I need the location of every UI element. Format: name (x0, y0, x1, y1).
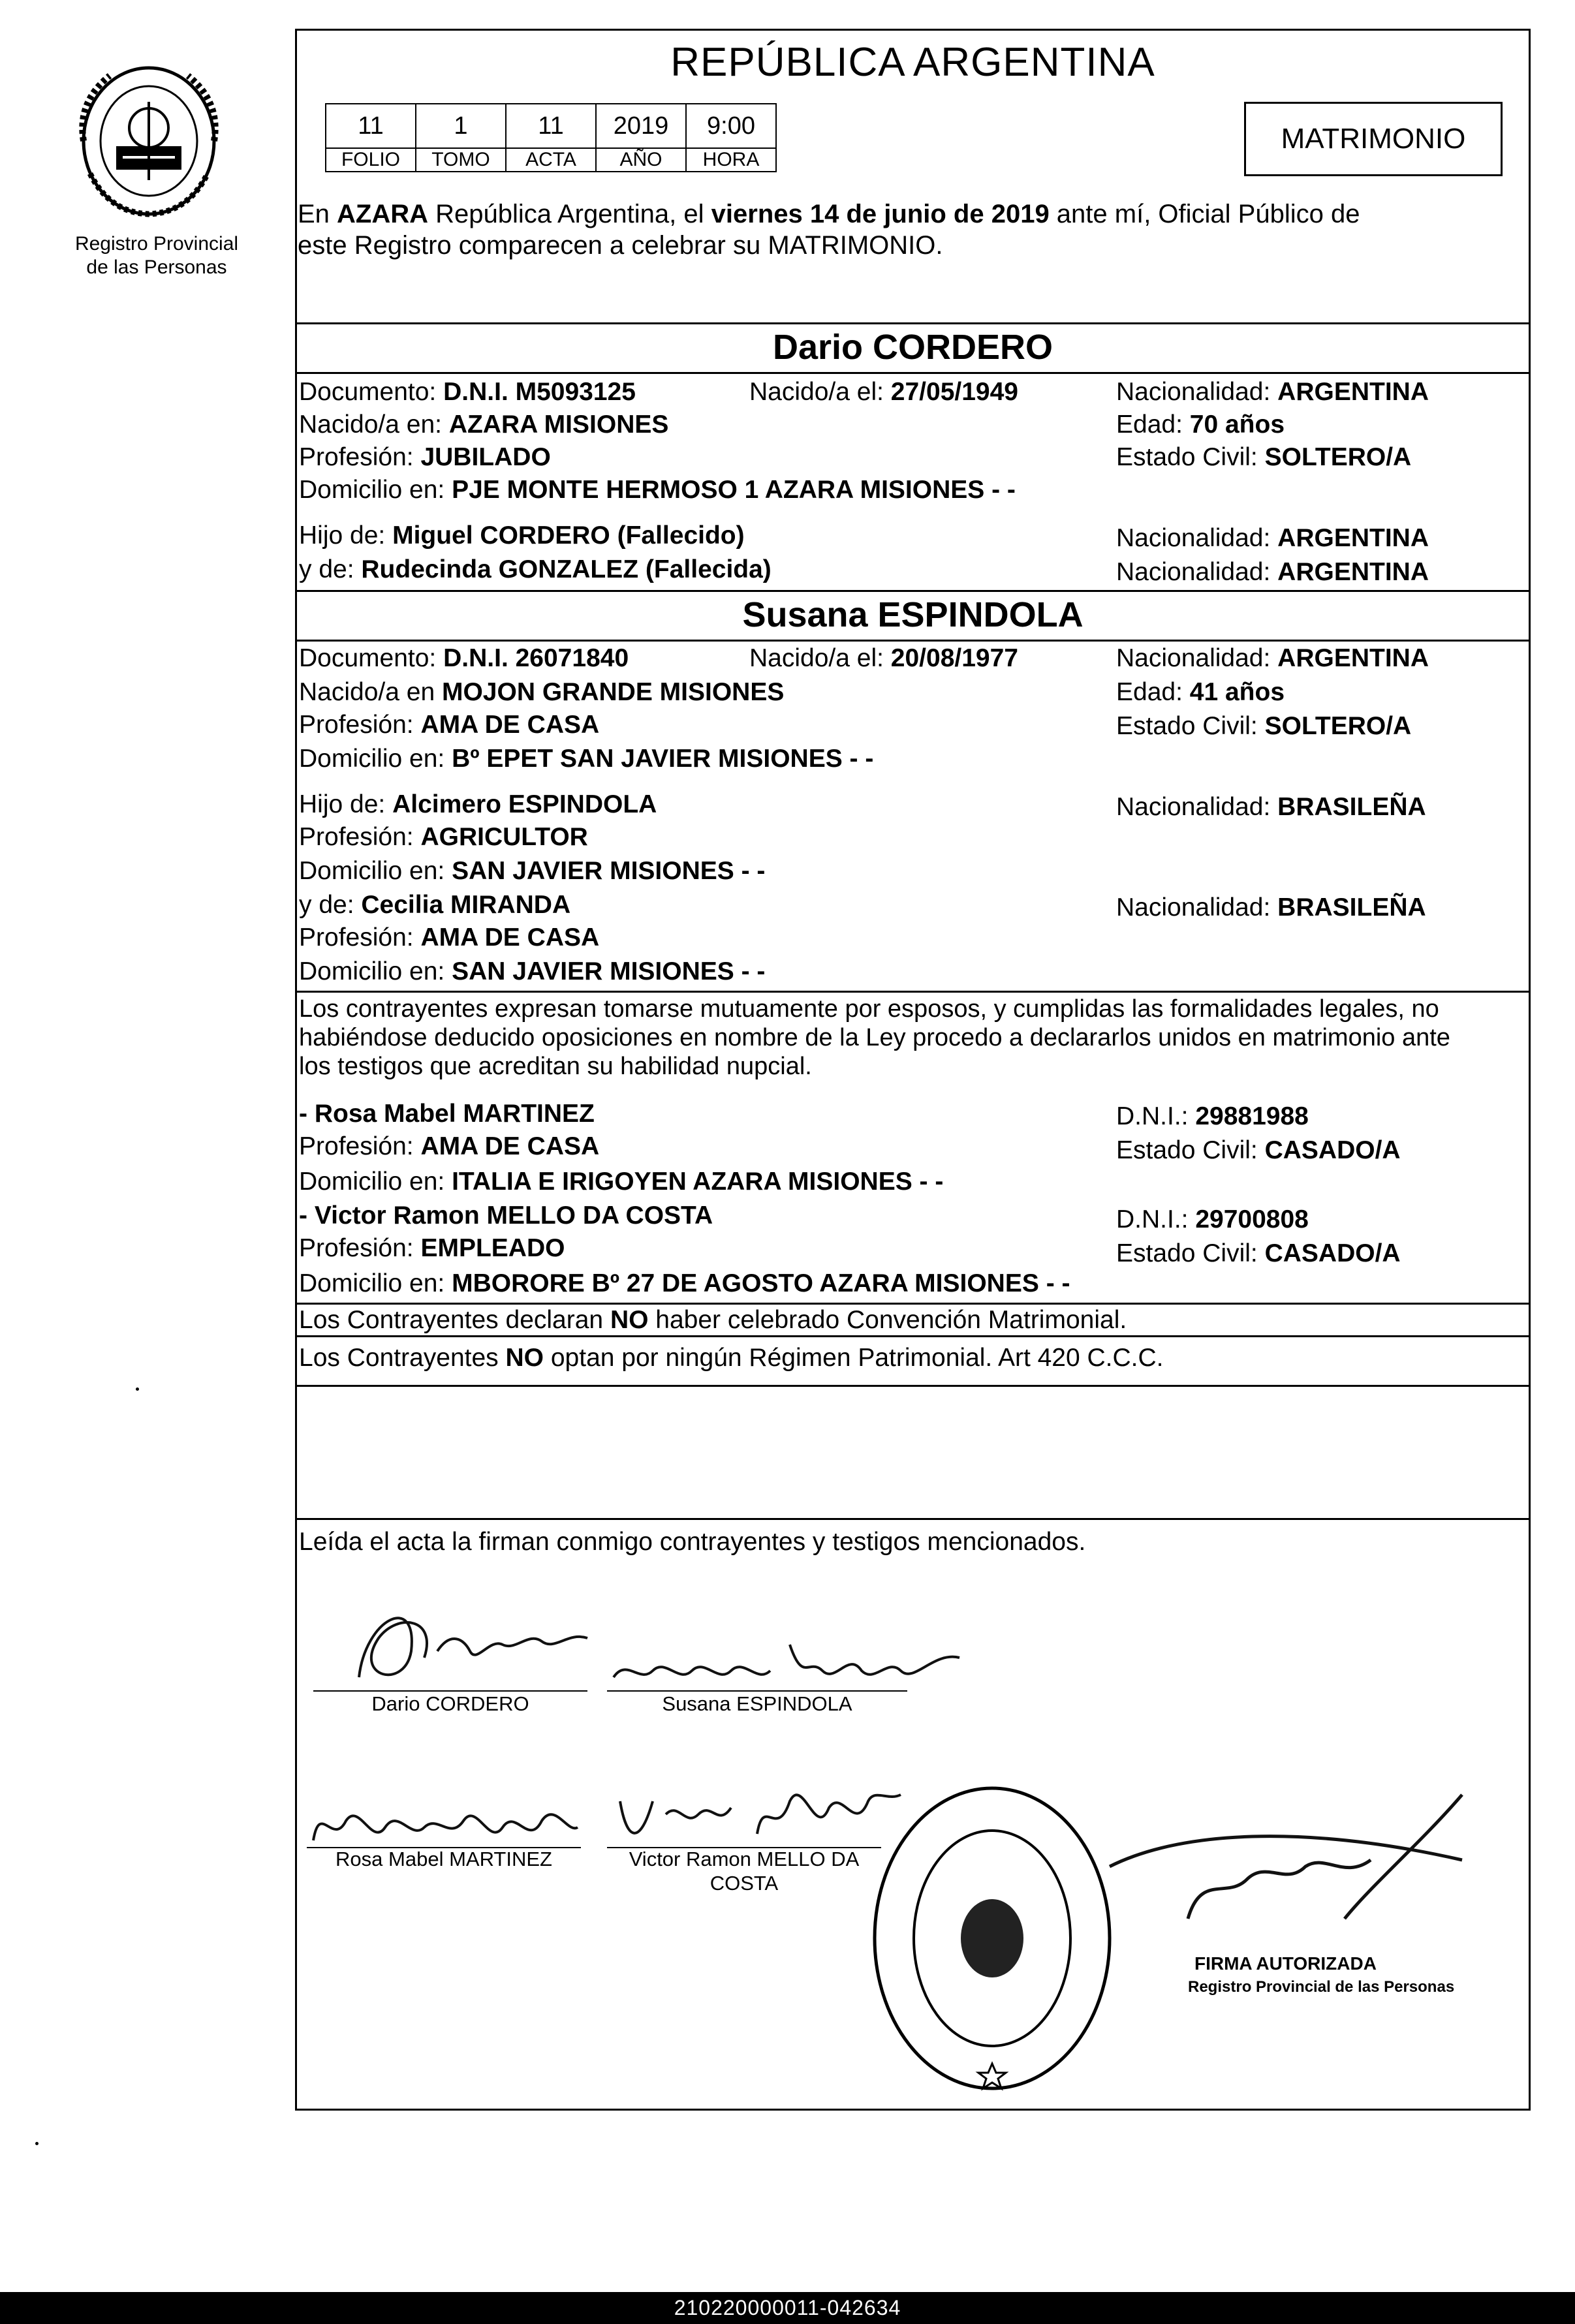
divider (295, 372, 1531, 374)
label: Nacido/a en (299, 678, 442, 706)
witness1-name (299, 1099, 595, 1129)
intro-paragraph (298, 198, 1528, 261)
value: JUBILADO (420, 443, 551, 471)
registry-name-line1: Registro Provincial (74, 233, 239, 255)
spouse1-profession (299, 442, 551, 473)
value: Alcimero ESPINDOLA (392, 790, 657, 818)
label: Domicilio en: (299, 745, 452, 773)
spouse2-father-address (299, 856, 765, 886)
value: ARGENTINA (1277, 378, 1429, 406)
emphasis: NO (505, 1344, 544, 1372)
value: PJE MONTE HERMOSO 1 AZARA MISIONES - - (452, 476, 1016, 504)
label: Nacionalidad: (1116, 893, 1278, 922)
witness2-dni (1116, 1205, 1309, 1235)
value: AMA DE CASA (420, 711, 600, 739)
spouse2-profession (299, 710, 599, 740)
witness2-civil-status (1116, 1239, 1401, 1269)
scan-dot (136, 1387, 139, 1391)
label: Nacionalidad: (1116, 378, 1278, 406)
hora-value: 9:00 (686, 104, 776, 148)
value: 70 años (1189, 411, 1285, 439)
tomo-value: 1 (416, 104, 506, 148)
label: Profesión: (299, 443, 421, 471)
intro-text-2: República Argentina, el (428, 200, 711, 228)
value: AMA DE CASA (420, 923, 600, 952)
label: y de: (299, 555, 362, 583)
page-title: REPÚBLICA ARGENTINA (670, 40, 1155, 85)
emphasis: NO (610, 1306, 649, 1334)
spouse2-father (299, 790, 657, 820)
label: Estado Civil: (1116, 443, 1265, 471)
spouse1-document (299, 377, 636, 407)
value: EMPLEADO (420, 1234, 565, 1262)
value: Bº EPET SAN JAVIER MISIONES - - (452, 745, 874, 773)
value: 41 años (1189, 678, 1285, 706)
divider (295, 1303, 1531, 1305)
value: 29881988 (1195, 1102, 1309, 1130)
spouse1-birthplace (299, 410, 668, 440)
value: 29700808 (1195, 1205, 1309, 1233)
divider (295, 991, 1531, 993)
value: ARGENTINA (1277, 558, 1429, 586)
folio-value: 11 (326, 104, 416, 148)
value: ARGENTINA (1277, 524, 1429, 552)
bullet: - (299, 1201, 315, 1230)
spouse2-nationality (1116, 643, 1429, 674)
divider (295, 590, 1531, 592)
province-seal-icon (70, 63, 227, 219)
label: y de: (299, 891, 362, 919)
registry-reference-table (325, 103, 777, 172)
divider (295, 640, 1531, 642)
spouse1-mother (299, 555, 772, 585)
value: CASADO/A (1264, 1136, 1401, 1164)
handwritten-signature-icon (339, 1579, 614, 1697)
spouse2-civil-status (1116, 711, 1411, 741)
spouse2-father-profession (299, 822, 588, 852)
spouse2-age (1116, 677, 1285, 707)
value: AGRICULTOR (420, 823, 588, 851)
declaration-line-2: habiéndose deducido oposiciones en nombre de la Ley procedo a declararlos unidos en matrimonio ante (299, 1024, 1450, 1051)
label: Hijo de: (299, 790, 393, 818)
label: Edad: (1116, 411, 1190, 439)
intro-date: viernes 14 de junio de 2019 (711, 200, 1050, 228)
label: Estado Civil: (1116, 1239, 1265, 1267)
spouse2-address (299, 744, 873, 774)
spouse2-mother-nationality (1116, 893, 1426, 923)
value: 27/05/1949 (890, 378, 1018, 406)
divider (295, 1335, 1531, 1337)
declaration-line-3: los testigos que acreditan su habilidad nupcial. (299, 1053, 812, 1080)
acta-label: ACTA (506, 148, 596, 172)
label: Profesión: (299, 1132, 421, 1160)
signature-caption-2: Susana ESPINDOLA (662, 1692, 852, 1715)
value: BRASILEÑA (1277, 793, 1426, 821)
closing-statement: Leída el acta la firman conmigo contrayentes y testigos mencionados. (299, 1528, 1086, 1556)
value: SOLTERO/A (1264, 712, 1412, 740)
value: D.N.I. 26071840 (443, 644, 629, 672)
value: MOJON GRANDE MISIONES (441, 678, 785, 706)
signature-caption-4-line-2: COSTA (710, 1872, 779, 1895)
spouse1-address (299, 475, 1016, 505)
signature-caption-1: Dario CORDERO (371, 1692, 529, 1715)
value: Victor Ramon MELLO DA COSTA (314, 1201, 713, 1230)
intro-text-1: En (298, 200, 337, 228)
label: Profesión: (299, 923, 421, 952)
signature-dario-cordero (339, 1579, 614, 1697)
value: Miguel CORDERO (Fallecido) (392, 521, 745, 550)
spouse2-father-nationality (1116, 792, 1426, 822)
document-type-box: MATRIMONIO (1244, 102, 1503, 176)
acta-value: 11 (506, 104, 596, 148)
declaration-line-1: Los contrayentes expresan tomarse mutuamente por esposos, y cumplidas las formalidades legales, no (299, 995, 1439, 1023)
label: Domicilio en: (299, 957, 452, 985)
registry-name (39, 232, 274, 279)
handwritten-signature-icon (607, 1632, 973, 1697)
value: AMA DE CASA (420, 1132, 600, 1160)
label: Nacionalidad: (1116, 524, 1278, 552)
label: Domicilio en: (299, 476, 452, 504)
tomo-label: TOMO (416, 148, 506, 172)
divider (295, 1385, 1531, 1387)
hora-label: HORA (686, 148, 776, 172)
label: D.N.I.: (1116, 1205, 1196, 1233)
official-stamp (868, 1782, 1116, 2095)
spouse2-mother-address (299, 957, 765, 987)
value: D.N.I. M5093125 (443, 378, 636, 406)
signature-susana-espindola (607, 1632, 973, 1697)
divider (295, 322, 1531, 324)
witness2-address (299, 1269, 1070, 1299)
signature-caption-4-line-1: Victor Ramon MELLO DA (629, 1848, 860, 1870)
witness1-profession (299, 1132, 599, 1162)
text: haber celebrado Convención Matrimonial. (648, 1306, 1127, 1334)
handwritten-signature-icon (607, 1762, 907, 1853)
label: Nacionalidad: (1116, 644, 1278, 672)
label: Documento: (299, 644, 444, 672)
label: Profesión: (299, 711, 421, 739)
label: Profesión: (299, 1234, 421, 1262)
spouse1-mother-nationality (1116, 557, 1429, 587)
spouse1-civil-status (1116, 442, 1411, 473)
label: Nacionalidad: (1116, 793, 1278, 821)
spouse2-mother (299, 890, 570, 920)
text: Los Contrayentes (299, 1344, 506, 1372)
spouse1-name: Dario CORDERO (772, 328, 1053, 367)
anio-value: 2019 (596, 104, 686, 148)
regime-line-2 (299, 1343, 1164, 1373)
text: Los Contrayentes declaran (299, 1306, 610, 1334)
signature-victor-mello-da-costa (607, 1762, 907, 1853)
regime-line-1 (299, 1305, 1127, 1335)
value: CASADO/A (1264, 1239, 1401, 1267)
value: SAN JAVIER MISIONES - - (452, 857, 766, 885)
label: Domicilio en: (299, 1269, 452, 1297)
witness2-profession (299, 1233, 565, 1263)
spouse1-father-nationality (1116, 523, 1429, 553)
intro-place: AZARA (337, 200, 429, 228)
spouse2-birthdate (749, 643, 1018, 674)
label: Edad: (1116, 678, 1190, 706)
label: D.N.I.: (1116, 1102, 1196, 1130)
value: MBORORE Bº 27 DE AGOSTO AZARA MISIONES - - (452, 1269, 1070, 1297)
value: 20/08/1977 (890, 644, 1018, 672)
witness2-name (299, 1201, 713, 1231)
spouse1-nationality (1116, 377, 1429, 407)
folio-label: FOLIO (326, 148, 416, 172)
registry-logo (70, 63, 227, 219)
spouse1-age (1116, 410, 1285, 440)
divider (295, 1518, 1531, 1520)
spouse2-birthplace (299, 677, 784, 707)
spouse2-name: Susana ESPINDOLA (742, 595, 1084, 634)
label: Documento: (299, 378, 444, 406)
intro-text-3: ante mí, Oficial Público de (1049, 200, 1360, 228)
signature-caption-4 (607, 1847, 881, 1895)
witness1-dni (1116, 1102, 1309, 1132)
label: Estado Civil: (1116, 712, 1265, 740)
label: Estado Civil: (1116, 1136, 1265, 1164)
scan-dot (35, 2142, 39, 2145)
value: Rudecinda GONZALEZ (Fallecida) (361, 555, 772, 583)
text: optan por ningún Régimen Patrimonial. Art 420 C.C.C. (544, 1344, 1164, 1372)
label: Hijo de: (299, 521, 393, 550)
officer-signature (1097, 1788, 1501, 1971)
label: Domicilio en: (299, 1168, 452, 1196)
bullet: - (299, 1100, 315, 1128)
value: SAN JAVIER MISIONES - - (452, 957, 766, 985)
barcode-footer: 210220000011-042634 (0, 2292, 1575, 2324)
value: AZARA MISIONES (448, 411, 669, 439)
intro-line-2: este Registro comparecen a celebrar su MATRIMONIO. (298, 231, 943, 260)
witness1-civil-status (1116, 1136, 1401, 1166)
spouse1-birthdate (749, 377, 1018, 407)
label: Nacionalidad: (1116, 558, 1278, 586)
declaration-paragraph (299, 995, 1450, 1081)
spouse1-father (299, 521, 745, 551)
value: BRASILEÑA (1277, 893, 1426, 922)
registry-name-line2: de las Personas (86, 256, 227, 278)
label: Profesión: (299, 823, 421, 851)
value: Cecilia MIRANDA (361, 891, 571, 919)
anio-label: AÑO (596, 148, 686, 172)
value: Rosa Mabel MARTINEZ (314, 1100, 595, 1128)
label: Domicilio en: (299, 857, 452, 885)
spouse2-mother-profession (299, 923, 599, 953)
officer-authorized-label: FIRMA AUTORIZADA (1194, 1953, 1377, 1974)
label: Nacido/a en: (299, 411, 449, 439)
officer-registry-label: Registro Provincial de las Personas (1188, 1978, 1455, 1996)
label: Nacido/a el: (749, 644, 891, 672)
round-seal-icon (868, 1782, 1116, 2095)
value: SOLTERO/A (1264, 443, 1412, 471)
spouse2-document (299, 643, 629, 674)
label: Nacido/a el: (749, 378, 891, 406)
value: ITALIA E IRIGOYEN AZARA MISIONES - - (452, 1168, 944, 1196)
witness1-address (299, 1167, 943, 1197)
value: ARGENTINA (1277, 644, 1429, 672)
signature-caption-3: Rosa Mabel MARTINEZ (335, 1848, 552, 1870)
handwritten-signature-icon (1097, 1788, 1501, 1971)
